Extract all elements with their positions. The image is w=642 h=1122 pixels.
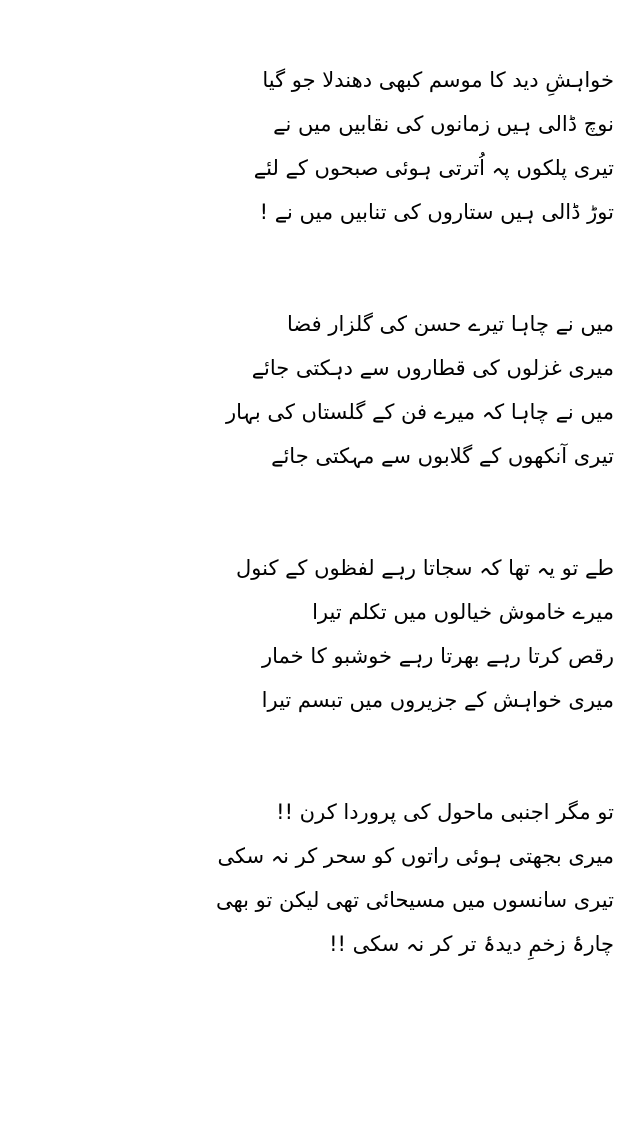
poem-line: تو مگر اجنبی ماحول کی پروردا کرن !!: [276, 800, 614, 824]
poem: [215, 58, 614, 1034]
poem-line: خواہشِ دید کا موسم کبھی دھندلا جو گیا: [262, 68, 614, 92]
poem-line: میرے خاموش خیالوں میں تکلم تیرا: [312, 600, 614, 624]
poem-line: میں نے چاہا کہ میرے فن کے گلستاں کی بہار: [225, 400, 614, 424]
poem-line: تیری سانسوں میں مسیحائی تھی لیکن تو بھی: [215, 888, 614, 912]
poem-line: تیری پلکوں پہ اُترتی ہوئی صبحوں کے لئے: [253, 156, 614, 180]
stanza-3: [234, 546, 614, 722]
poem-line: میں نے چاہا تیرے حسن کی گلزار فضا: [287, 312, 614, 336]
poem-line: نوچ ڈالی ہیں زمانوں کی نقابیں میں نے: [273, 112, 614, 136]
poem-line: میری بجھتی ہوئی راتوں کو سحر کر نہ سکی: [217, 844, 614, 868]
poem-line: توڑ ڈالی ہیں ستاروں کی تنابیں میں نے !: [259, 200, 614, 224]
poem-line: میری غزلوں کی قطاروں سے دہکتی جائے: [251, 356, 614, 380]
poem-line: تیری آنکھوں کے گلابوں سے مہکتی جائے: [271, 444, 614, 468]
poem-line: چارۂ زخمِ دیدۂ تر کر نہ سکی !!: [329, 932, 614, 956]
poem-line: میری خواہش کے جزیروں میں تبسم تیرا: [261, 688, 614, 712]
poem-line: طے تو یہ تھا کہ سجاتا رہے لفظوں کے کنول: [236, 556, 614, 580]
stanza-2: [225, 302, 614, 478]
stanza-4: [215, 790, 614, 966]
stanza-1: [234, 58, 614, 234]
poem-line: رقص کرتا رہے بھرتا رہے خوشبو کا خمار: [262, 644, 614, 668]
